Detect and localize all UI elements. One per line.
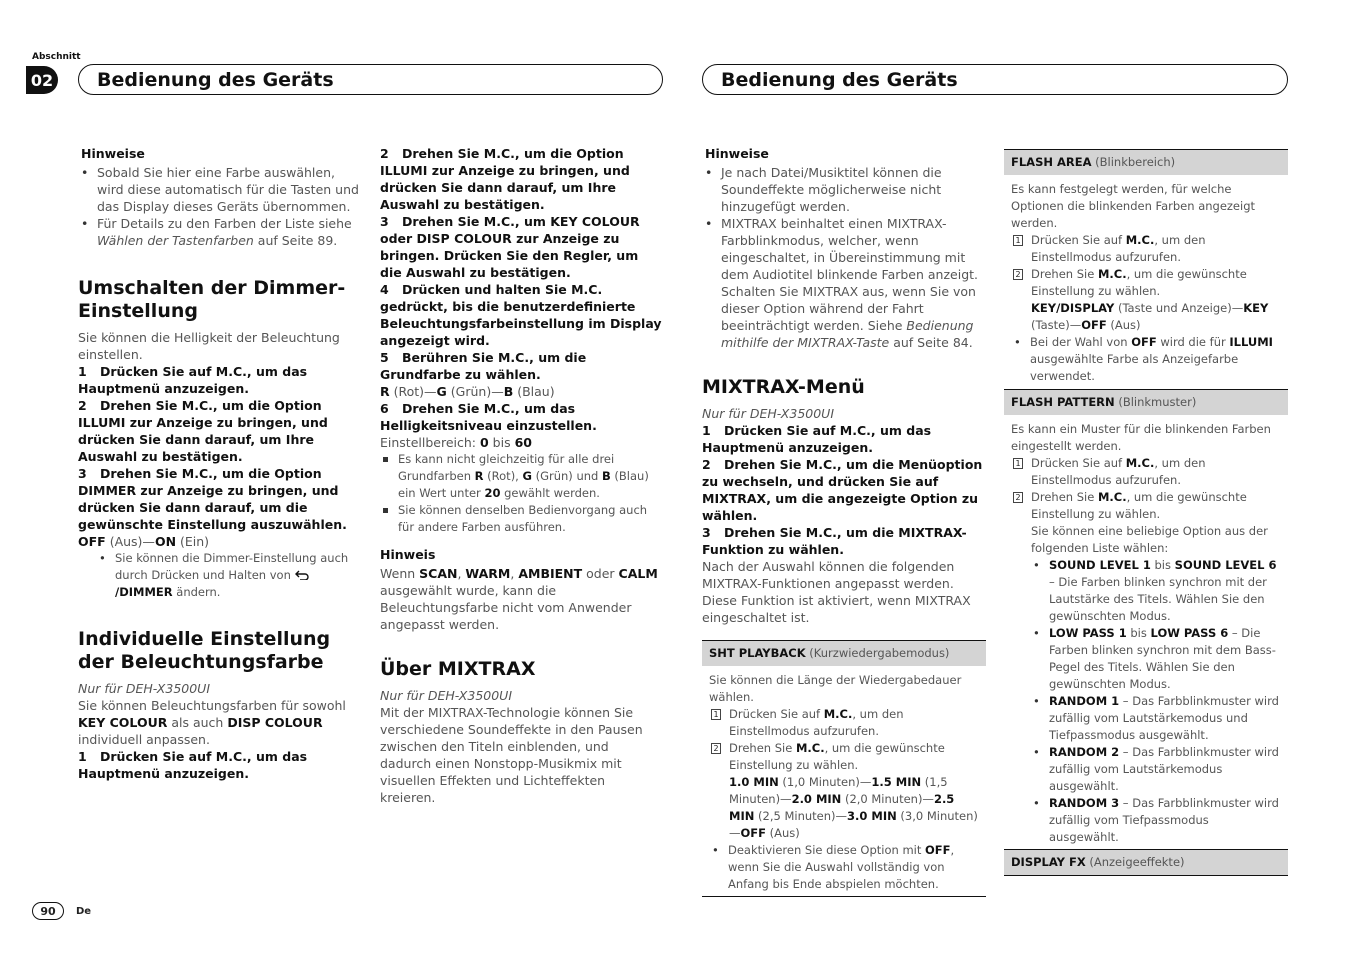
flash-area-header: FLASH AREA (Blinkbereich)	[1004, 149, 1288, 175]
step-4: 4 Drücken und halten Sie M.C. gedrückt, bis die benutzerdefinierte Beleuchtungsfarbeinstellung im Display angezeigt wird.	[380, 282, 662, 348]
flash-pattern-options-intro: Sie können eine beliebige Option aus der folgenden Liste wählen:	[1031, 524, 1268, 555]
numbered-step-2: 2 Drehen Sie M.C., um die gewünschte Einstellung zu wählen.	[709, 740, 979, 774]
model-note: Nur für DEH-X3500UI	[380, 688, 513, 703]
flash-pattern-options: • SOUND LEVEL 1 bis SOUND LEVEL 6 – Die Farben blinken synchron mit der Lautstärke des Titels. Wählen Sie den gewünschten Modus. • LOW PASS 1 bis LOW PASS 6 – Die Farben blinken synchron mit dem Bass-Pegel des Titels. Wählen Sie den gewünschten Modus. • RANDOM 1 – Das Farbblinkmuster wird zufällig vom Lautstärkemodus und Tiefpassmodus ausgewählt. • RANDOM 2 – Das Farbblinkmuster wird zufällig vom Lautstärkemodus ausgewählt. • RANDOM 3 – Das Farbblinkmuster wird zufällig vom Tiefpassmodus ausgewählt.	[1011, 557, 1281, 846]
numbered-step-1: 1 Drücken Sie auf M.C., um den Einstellmodus aufzurufen.	[709, 706, 979, 740]
page-number: 90	[32, 902, 64, 920]
sht-playback-header: SHT PLAYBACK (Kurzwiedergabemodus)	[702, 640, 986, 666]
base-colour-options: R (Rot)—G (Grün)—B (Blau)	[380, 384, 555, 399]
sht-playback-box	[702, 640, 986, 897]
hint-heading: Hinweis	[380, 547, 436, 562]
hint-text: Wenn SCAN, WARM, AMBIENT oder CALM ausgewählt wurde, kann die Beleuchtungsfarbe nicht vom Anwender angepasst werden.	[380, 566, 658, 632]
notes-heading: Hinweise	[81, 146, 145, 161]
column-2	[380, 145, 663, 806]
step-1: 1 Drücken Sie auf M.C., um das Hauptmenü anzuzeigen.	[702, 423, 932, 455]
about-mixtrax-heading: Über MIXTRAX	[380, 658, 536, 680]
dimmer-heading: Umschalten der Dimmer-Einstellung	[78, 277, 346, 322]
flash-pattern-header: FLASH PATTERN (Blinkmuster)	[1004, 389, 1288, 415]
note-item: • Für Details zu den Farben der Liste siehe Wählen der Tastenfarben auf Seite 89.	[78, 215, 363, 249]
dimmer-note: • Sie können die Dimmer-Einstellung auch durch Drücken und Halten von /DIMMER ändern.	[96, 550, 363, 601]
range-text: Einstellbereich: 0 bis 60	[380, 435, 532, 450]
column-1	[78, 145, 363, 782]
display-fx-header: DISPLAY FX (Anzeigeeffekte)	[1004, 849, 1288, 875]
dimmer-intro: Sie können die Helligkeit der Beleuchtung einstellen.	[78, 330, 340, 362]
notes-list	[78, 164, 363, 249]
numbered-step-2: 2 Drehen Sie M.C., um die gewünschte Einstellung zu wählen.	[1011, 266, 1281, 300]
step-3: 3 Drehen Sie M.C., um die Option DIMMER zur Anzeige zu bringen, und drücken Sie dann darauf, um die gewünschte Einstellung auszuwählen.	[78, 466, 347, 532]
step-5: 5 Berühren Sie M.C., um die Grundfarbe zu wählen.	[380, 350, 587, 382]
page-title-right: Bedienung des Geräts	[702, 64, 1288, 95]
flash-pattern-box	[1004, 389, 1288, 849]
model-note: Nur für DEH-X3500UI	[702, 406, 835, 421]
numbered-step-1: 1 Drücken Sie auf M.C., um den Einstellmodus aufzurufen.	[1011, 232, 1281, 266]
step-1: 1 Drücken Sie auf M.C., um das Hauptmenü anzuzeigen.	[78, 364, 308, 396]
step-2: 2 Drehen Sie M.C., um die Option ILLUMI zur Anzeige zu bringen, und drücken Sie dann darauf, um Ihre Auswahl zu bestätigen.	[380, 146, 630, 212]
language-code: De	[76, 906, 92, 917]
step3-text: Nach der Auswahl können die folgenden MIXTRAX-Funktionen angepasst werden. Diese Funktion ist aktiviert, wenn MIXTRAX eingeschaltet ist.	[702, 559, 971, 625]
notes-list: • Je nach Datei/Musiktitel können die Soundeffekte möglicherweise nicht hinzugefügt werden. • MIXTRAX beinhaltet einen MIXTRAX-Farbblinkmodus, welcher, wenn eingeschaltet, in Übereinstimmung mit dem Audiotitel blinkende Farben anzeigt. Schalten Sie MIXTRAX aus, wenn Sie von dieser Option während der Fahrt beeinträchtigt werden. Siehe Bedienung mithilfe der MIXTRAX-Taste auf Seite 84.	[702, 164, 986, 351]
flash-pattern-intro: Es kann ein Muster für die blinkenden Farben eingestellt werden.	[1011, 422, 1271, 453]
mixtrax-menu-heading: MIXTRAX-Menü	[702, 376, 865, 398]
model-note: Nur für DEH-X3500UI	[78, 681, 211, 696]
sht-options: 1.0 MIN (1,0 Minuten)—1.5 MIN (1,5 Minuten)—2.0 MIN (2,0 Minuten)—2.5 MIN (2,5 Minuten)—3.0 MIN (3,0 Minuten)—OFF (Aus)	[729, 775, 978, 840]
step-3: 3 Drehen Sie M.C., um die MIXTRAX-Funktion zu wählen.	[702, 525, 967, 557]
numbered-step-2: 2 Drehen Sie M.C., um die gewünschte Einstellung zu wählen.	[1011, 489, 1281, 523]
step-6: 6 Drehen Sie M.C., um das Helligkeitsniveau einzustellen.	[380, 401, 597, 433]
sht-intro: Sie können die Länge der Wiedergabedauer wählen.	[709, 673, 962, 704]
display-fx-box	[1004, 849, 1288, 876]
note-item: • Sobald Sie hier eine Farbe auswählen, wird diese automatisch für die Tasten und das Display dieses Geräts übernommen.	[78, 164, 363, 215]
step-2: 2 Drehen Sie M.C., um die Menüoption zu wechseln, und drücken Sie auf MIXTRAX, um die angezeigte Option zu wählen.	[702, 457, 983, 523]
column-4	[1004, 149, 1288, 876]
step6-notes: Es kann nicht gleichzeitig für alle drei Grundfarben R (Rot), G (Grün) und B (Blau) ein Wert unter 20 gewählt werden. Sie können denselben Bedienvorgang auch für andere Farben ausführen.	[380, 451, 663, 536]
back-icon	[295, 570, 309, 580]
mixtrax-text: Mit der MIXTRAX-Technologie können Sie verschiedene Soundeffekte in den Pausen zwischen den Titeln einblenden, und dadurch einen Nonstopp-Musikmix mit visuellen Effekten und Lichteffekten kreieren.	[380, 705, 643, 805]
individual-colour-heading: Individuelle Einstellung der Beleuchtungsfarbe	[78, 628, 331, 673]
column-3	[702, 145, 986, 897]
step-2: 2 Drehen Sie M.C., um die Option ILLUMI zur Anzeige zu bringen, und drücken Sie dann darauf, um Ihre Auswahl zu bestätigen.	[78, 398, 328, 464]
sht-note: • Deaktivieren Sie diese Option mit OFF, wenn Sie die Auswahl vollständig von Anfang bis Ende abspielen möchten.	[709, 842, 979, 893]
step-1: 1 Drücken Sie auf M.C., um das Hauptmenü anzuzeigen.	[78, 749, 308, 781]
section-number-badge: 02	[26, 66, 58, 94]
flash-area-options: KEY/DISPLAY (Taste und Anzeige)—KEY (Taste)—OFF (Aus)	[1031, 301, 1269, 332]
step-3: 3 Drehen Sie M.C., um KEY COLOUR oder DISP COLOUR zur Anzeige zu bringen. Drücken Sie den Regler, um die Auswahl zu bestätigen.	[380, 214, 640, 280]
notes-heading: Hinweise	[705, 146, 769, 161]
flash-area-intro: Es kann festgelegt werden, für welche Optionen die blinkenden Farben angezeigt werden.	[1011, 182, 1256, 230]
flash-area-note: • Bei der Wahl von OFF wird die für ILLUMI ausgewählte Farbe als Anzeigefarbe verwendet.	[1011, 334, 1281, 385]
individual-intro: Sie können Beleuchtungsfarben für sowohl KEY COLOUR als auch DISP COLOUR individuell anpassen.	[78, 698, 346, 747]
section-label: Abschnitt	[32, 52, 81, 62]
numbered-step-1: 1 Drücken Sie auf M.C., um den Einstellmodus aufzurufen.	[1011, 455, 1281, 489]
page-title-left: Bedienung des Geräts	[78, 64, 663, 95]
dimmer-options: OFF (Aus)—ON (Ein)	[78, 534, 210, 549]
flash-area-box	[1004, 149, 1288, 389]
